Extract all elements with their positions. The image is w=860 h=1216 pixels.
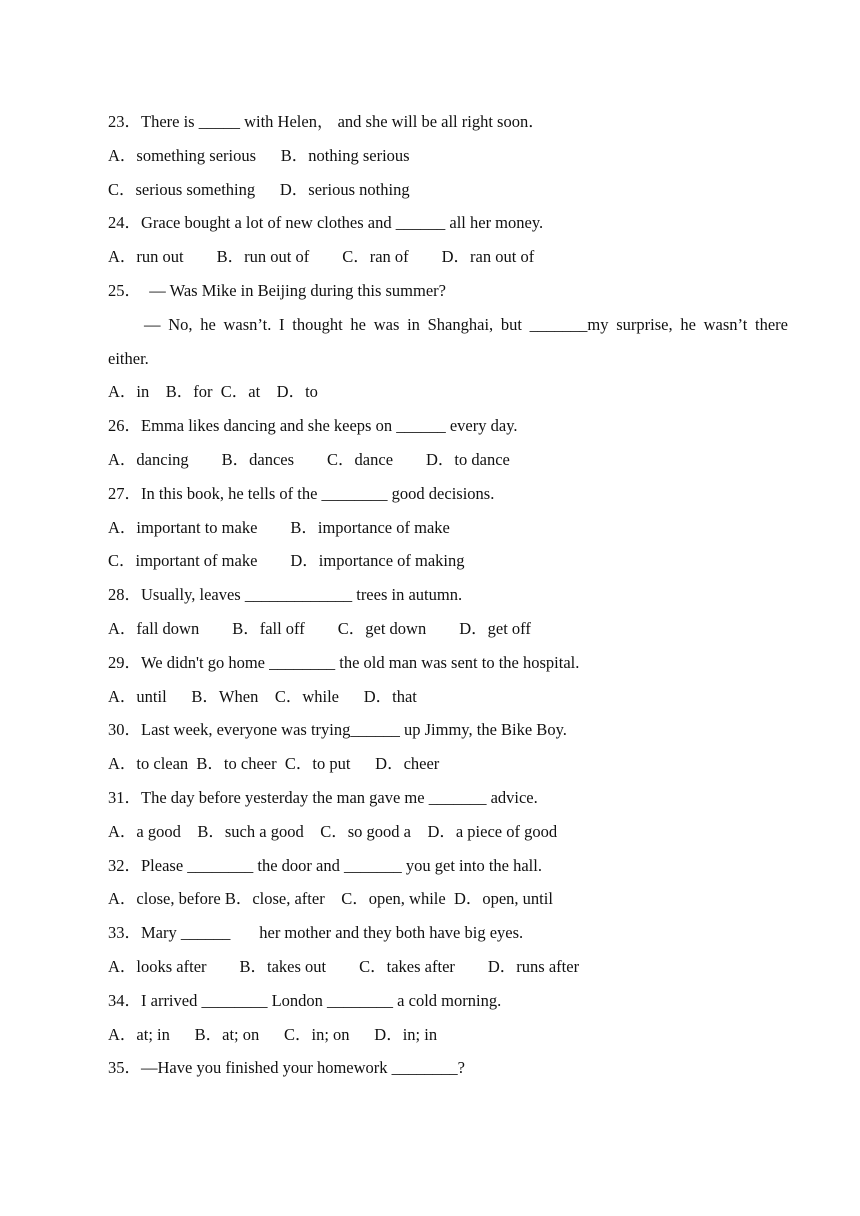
document-page [108,108,788,1088]
options-27-ab: A．important to make B．importance of make [108,517,450,537]
options-30: A．to clean B．to cheer C．to put D．cheer [108,754,440,774]
options-32: A．close, before B．close, after C．open, while D．open, until [108,889,553,909]
question-34: 34．I arrived ________ London ________ a cold morning. [108,990,502,1010]
options-25: A．in B．for C．at D．to [108,382,318,402]
options-31: A．a good B．such a good C．so good a D．a piece of good [108,821,558,841]
question-31: 31．The day before yesterday the man gave me _______ advice. [108,787,538,807]
options-28: A．fall down B．fall off C．get down D．get off [108,618,531,638]
options-34: A．at; in B．at; on C．in; on D．in; in [108,1024,438,1044]
options-33: A．looks after B．takes out C．takes after D．runs after [108,956,580,976]
options-27-cd: C．important of make D．importance of making [108,551,465,571]
question-25-prompt: 25． — Was Mike in Beijing during this summer? [108,280,446,300]
options-24: A．run out B．run out of C．ran of D．ran out of [108,247,535,267]
options-23-cd: C．serious something D．serious nothing [108,179,410,199]
options-23-ab: A．something serious B．nothing serious [108,145,410,165]
options-26: A．dancing B．dances C．dance D．to dance [108,449,510,469]
question-24: 24．Grace bought a lot of new clothes and ______ all her money. [108,213,544,233]
question-25-reply-continued: either. [108,348,149,368]
question-35: 35．—Have you finished your homework ________? [108,1058,465,1078]
question-33: 33．Mary ______ her mother and they both have big eyes. [108,923,524,943]
options-29: A．until B．When C．while D．that [108,686,417,706]
question-28: 28．Usually, leaves _____________ trees in autumn. [108,585,463,605]
question-25-reply: — No, he wasn’t. I thought he was in Shanghai, but _______my surprise, he wasn’t there [144,314,788,334]
question-32: 32．Please ________ the door and _______ you get into the hall. [108,855,542,875]
question-26: 26．Emma likes dancing and she keeps on ______ every day. [108,416,518,436]
question-29: 29．We didn't go home ________ the old man was sent to the hospital. [108,652,580,672]
question-30: 30．Last week, everyone was trying______ up Jimmy, the Bike Boy. [108,720,567,740]
question-23: 23．There is _____ with Helen， and she will be all right soon． [108,112,545,131]
question-27: 27．In this book, he tells of the ________ good decisions. [108,483,495,503]
